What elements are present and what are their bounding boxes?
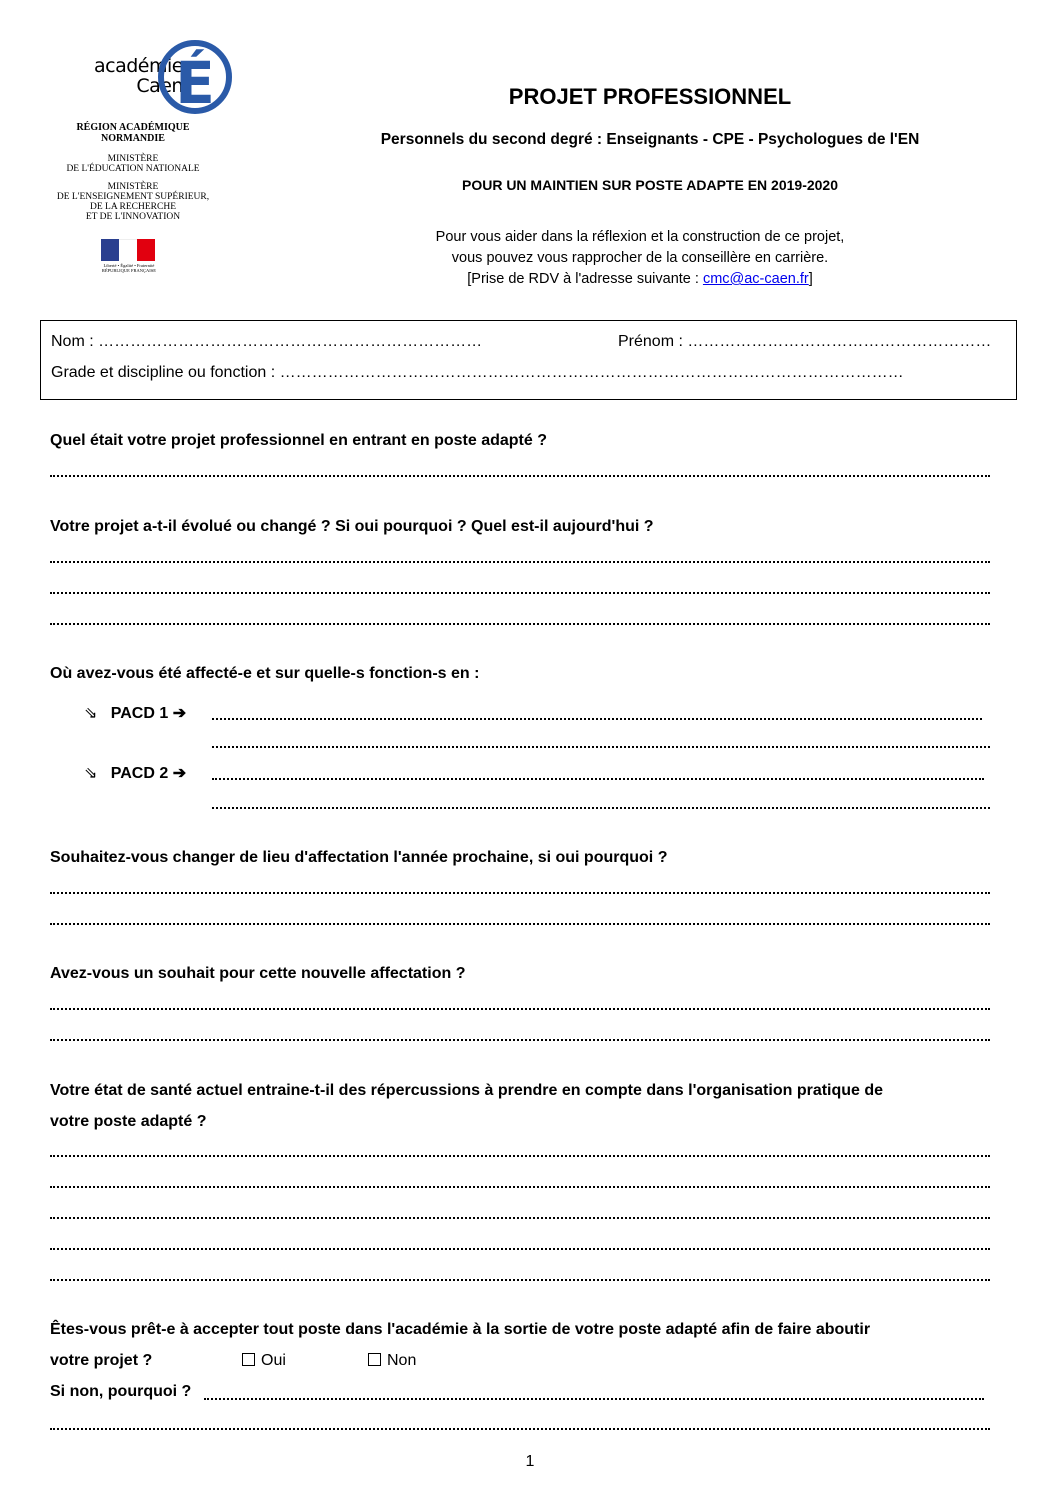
question-1: Quel était votre projet professionnel en entrant en poste adapté ? [50,432,547,449]
answer-line[interactable] [212,776,984,780]
logo-wordmark: académie Caen [94,55,183,97]
answer-line[interactable] [50,559,990,563]
answer-line[interactable] [50,890,990,894]
question-6-cont: votre poste adapté ? [50,1113,207,1130]
nom-field[interactable]: Nom : ……………………………………………………………… [51,333,483,350]
grade-field[interactable]: Grade et discipline ou fonction : ……………………………………………………………………………………………………… [51,364,904,381]
question-6: Votre état de santé actuel entraine-t-il des répercussions à prendre en compte dans l'organisation pratique de [50,1082,884,1099]
question-4: Souhaitez-vous changer de lieu d'affectation l'année prochaine, si oui pourquoi ? [50,849,668,866]
answer-line[interactable] [212,744,990,748]
answer-line[interactable] [50,1153,990,1157]
checkbox-non[interactable] [368,1353,381,1366]
page-subtitle-year: POUR UN MAINTIEN SUR POSTE ADAPTE EN 2019-2020 [461,177,838,193]
answer-line[interactable] [50,1006,990,1010]
academie-logo [38,26,228,281]
help-text: Pour vous aider dans la réflexion et la construction de ce projet, vous pouvez vous rapprocher de la conseillère en carrière. [Prise de RDV à l'adresse suivante : cmc@ac-caen.fr] [435,229,845,287]
logo-e-icon: É [158,40,232,114]
checkbox-oui[interactable] [242,1353,255,1366]
ministry-education: MINISTÈRE DE L'ÉDUCATION NATIONALE [66,154,200,174]
arrow-icon: ⇘ [84,765,98,782]
option-oui[interactable]: Oui [242,1352,286,1370]
answer-line[interactable] [204,1396,984,1400]
question-7-why: Si non, pourquoi ? [50,1383,192,1400]
answer-line[interactable] [50,1277,990,1281]
pacd1-row [84,703,186,723]
page-subtitle: Personnels du second degré : Enseignants - CPE - Psychologues de l'EN [380,131,920,148]
answer-line[interactable] [50,1215,990,1219]
answer-line[interactable] [50,1184,990,1188]
answer-line[interactable] [50,1037,990,1041]
pacd2-label: PACD 2 ➔ [110,765,187,782]
republique-flag-icon: Liberté • Égalité • Fraternité RÉPUBLIQUE FRANÇAISE [101,239,156,271]
region-label: RÉGION ACADÉMIQUE NORMANDIE [76,122,190,144]
page-title: PROJET PROFESSIONNEL [508,84,792,109]
answer-line[interactable] [50,621,990,625]
option-non[interactable]: Non [368,1352,416,1370]
pacd2-row [84,763,186,783]
answer-line[interactable] [50,590,990,594]
question-2: Votre projet a-t-il évolué ou changé ? Si oui pourquoi ? Quel est-il aujourd'hui ? [50,518,654,535]
answer-line[interactable] [50,921,990,925]
question-7-cont: votre projet ? [50,1352,153,1369]
prenom-field[interactable]: Prénom : ………………………………………………… [618,333,992,350]
question-5: Avez-vous un souhait pour cette nouvelle affectation ? [50,965,466,982]
question-7: Êtes-vous prêt-e à accepter tout poste dans l'académie à la sortie de votre poste adapté afin de faire aboutir [50,1321,871,1338]
answer-line[interactable] [50,473,990,477]
answer-line[interactable] [50,1246,990,1250]
pacd1-label: PACD 1 ➔ [110,705,187,722]
ministry-higher-ed: MINISTÈRE DE L'ENSEIGNEMENT SUPÉRIEUR, DE LA RECHERCHE ET DE L'INNOVATION [56,182,210,222]
arrow-icon: ⇘ [84,705,98,722]
answer-line[interactable] [212,716,982,720]
answer-line[interactable] [50,1426,990,1430]
email-link[interactable]: cmc@ac-caen.fr [702,271,809,287]
identity-box [40,320,1017,400]
question-3: Où avez-vous été affecté-e et sur quelle-s fonction-s en : [50,665,480,682]
page-number: 1 [525,1453,535,1470]
answer-line[interactable] [212,805,990,809]
